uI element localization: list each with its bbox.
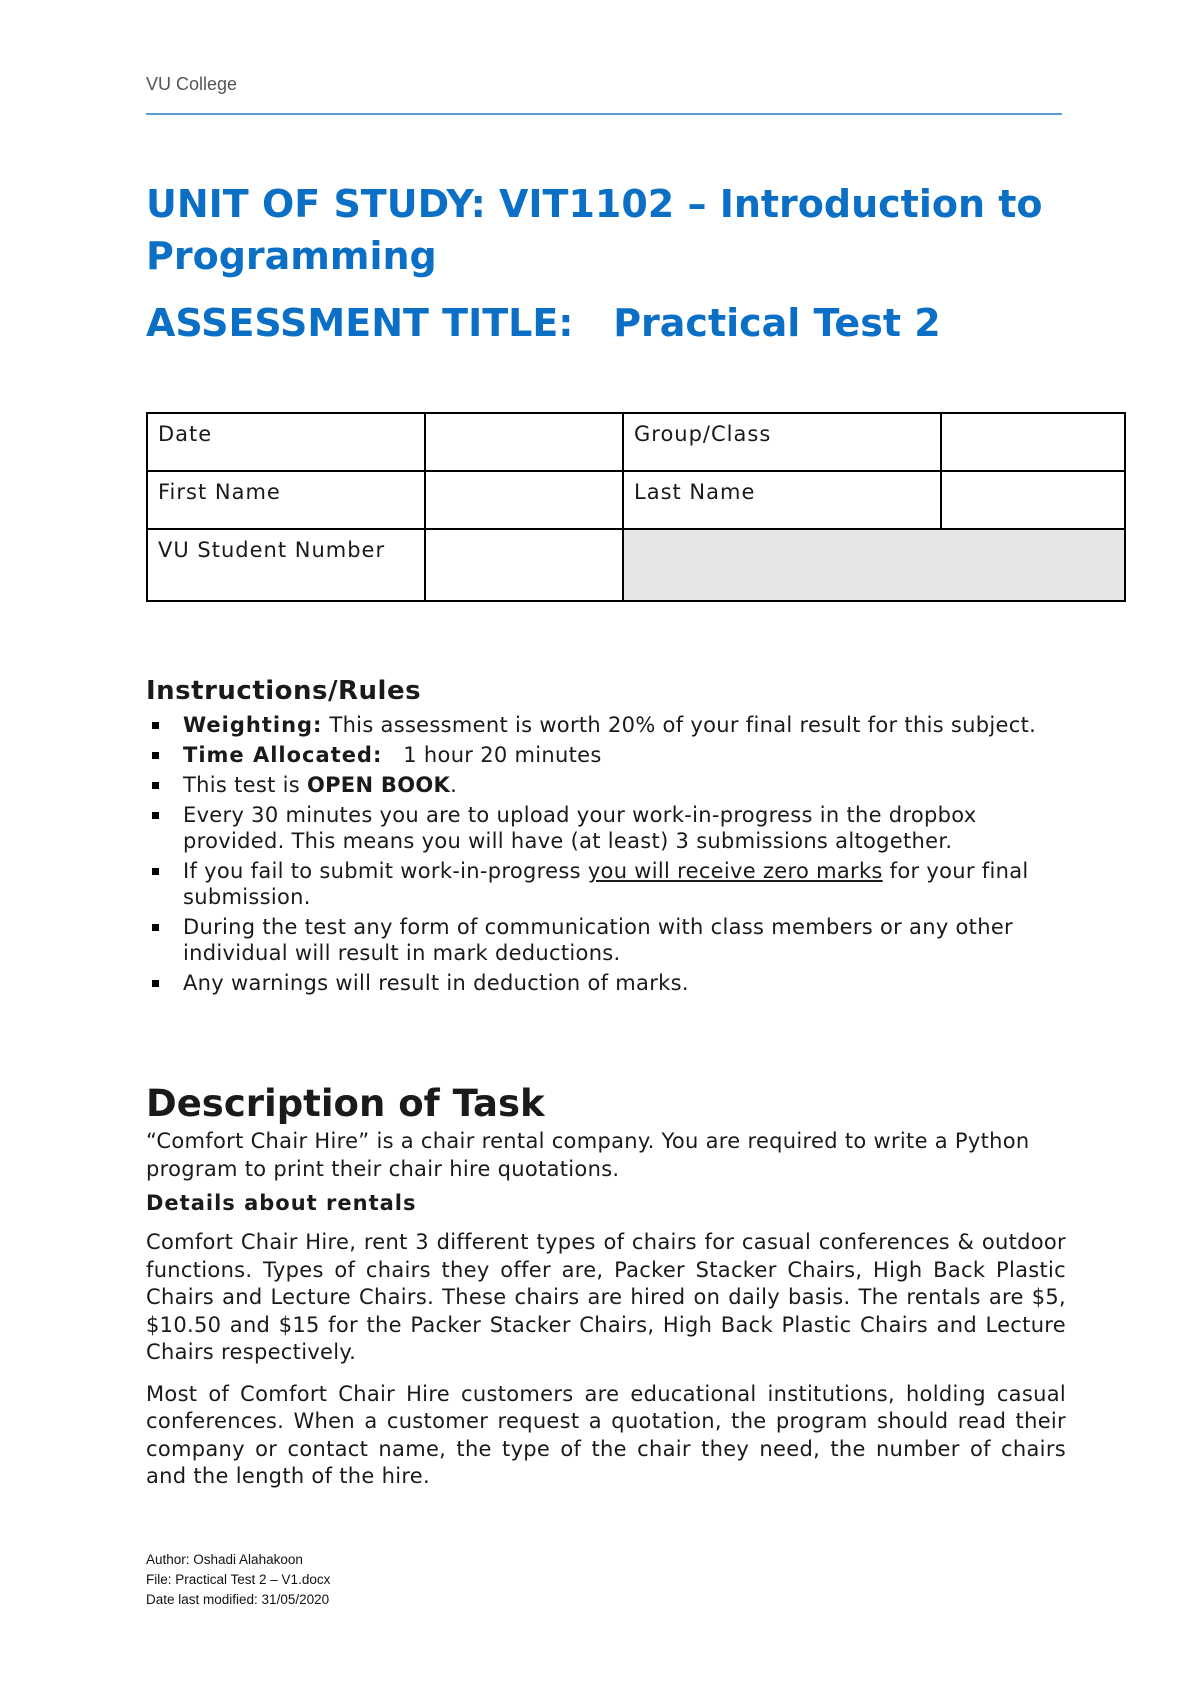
- last-name-field[interactable]: [941, 471, 1125, 529]
- list-item: During the test any form of communication with class members or any other individual will result in mark deductions.: [146, 914, 1066, 966]
- bullet-icon: [152, 722, 159, 729]
- instructions-section: [146, 676, 1066, 1000]
- unit-title: UNIT OF STUDY: VIT1102 – Introduction to Programming: [146, 182, 1043, 278]
- date-label: Date: [147, 413, 425, 471]
- bullet-icon: [152, 752, 159, 759]
- task-section: [146, 1082, 1066, 1491]
- instructions-heading: Instructions/Rules: [146, 676, 422, 706]
- last-name-label: Last Name: [623, 471, 941, 529]
- table-row: [147, 529, 1125, 601]
- customers-paragraph: Most of Comfort Chair Hire customers are educational institutions, holding casual conferences. When a customer request a quotation, the program should read their company or contact name, the type of the chair they need, the number of chairs and the length of the hire.: [146, 1381, 1066, 1488]
- header-org: VU College: [146, 74, 238, 94]
- footer-file: File: Practical Test 2 – V1.docx: [146, 1572, 331, 1587]
- bullet-icon: [152, 868, 159, 875]
- date-field[interactable]: [425, 413, 623, 471]
- header-rule: [146, 113, 1062, 115]
- group-class-field[interactable]: [941, 413, 1125, 471]
- rentals-paragraph: Comfort Chair Hire, rent 3 different types of chairs for casual conferences & outdoor functions. Types of chairs they offer are, Packer Stacker Chairs, High Back Plastic Chairs and Lecture Chairs. These chairs are hired on daily basis. The rentals are $5, $10.50 and $15 for the Packer Stacker Chairs, High Back Plastic Chairs and Lecture Chairs respectively.: [146, 1230, 1066, 1364]
- bullet-icon: [152, 812, 159, 819]
- student-number-field[interactable]: [425, 529, 623, 601]
- greyed-cell: [623, 529, 1125, 601]
- list-item: This test is OPEN BOOK.: [146, 772, 1066, 798]
- footer-date-modified: Date last modified: 31/05/2020: [146, 1592, 330, 1607]
- instructions-list: [146, 712, 1066, 996]
- list-item: If you fail to submit work-in-progress you will receive zero marks for your final submission.: [146, 858, 1066, 910]
- list-item: Time Allocated: 1 hour 20 minutes: [146, 742, 1066, 768]
- student-info-table: [146, 412, 1126, 602]
- bullet-icon: [152, 924, 159, 931]
- student-number-label: VU Student Number: [147, 529, 425, 601]
- table-row: [147, 471, 1125, 529]
- list-item: Every 30 minutes you are to upload your work-in-progress in the dropbox provided. This means you will have (at least) 3 submissions altogether.: [146, 802, 1066, 854]
- details-heading: Details about rentals: [146, 1191, 417, 1215]
- first-name-label: First Name: [147, 471, 425, 529]
- list-item: Weighting: This assessment is worth 20% of your final result for this subject.: [146, 712, 1066, 738]
- bullet-icon: [152, 782, 159, 789]
- group-class-label: Group/Class: [623, 413, 941, 471]
- first-name-field[interactable]: [425, 471, 623, 529]
- table-row: [147, 413, 1125, 471]
- footer-author: Author: Oshadi Alahakoon: [146, 1552, 303, 1567]
- list-item: Any warnings will result in deduction of marks.: [146, 970, 1066, 996]
- zero-marks-warning: you will receive zero marks: [587, 859, 883, 883]
- task-heading: Description of Task: [146, 1082, 545, 1125]
- task-intro: “Comfort Chair Hire” is a chair rental company. You are required to write a Python program to print their chair hire quotations.: [146, 1129, 1030, 1181]
- assessment-title: ASSESSMENT TITLE: Practical Test 2: [146, 301, 941, 345]
- bullet-icon: [152, 980, 159, 987]
- footer: [146, 1550, 330, 1610]
